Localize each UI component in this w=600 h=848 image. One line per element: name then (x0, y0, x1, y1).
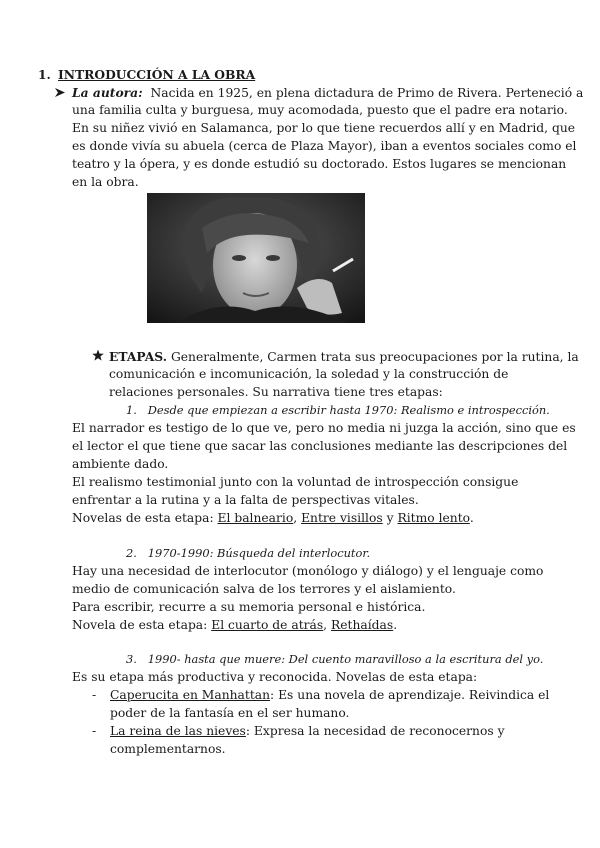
novel-link: Entre visillos (301, 511, 383, 525)
etapas-line-3: relaciones personales. Su narrativa tiene tres etapas: (109, 385, 443, 399)
etapa-1-line-2: el lector el que tiene que sacar las conclusiones mediante las descripciones del (72, 439, 568, 453)
dash-bullet: - (92, 724, 97, 738)
autora-line-1: La autora: Nacida en 1925, en plena dictadura de Primo de Rivera. Perteneció a (72, 85, 584, 100)
section-title: INTRODUCCIÓN A LA OBRA (58, 67, 256, 82)
etapas-label: ETAPAS. (109, 349, 168, 364)
etapa-1-line-3: ambiente dado. (72, 457, 169, 471)
etapa-1-line-4: El realismo testimonial junto con la voluntad de introspección consigue (72, 475, 519, 489)
list-item-cont: poder de la fantasía en el ser humano. (110, 706, 350, 720)
etapa-1-line-1: El narrador es testigo de lo que ve, pero no media ni juzga la acción, sino que es (72, 421, 576, 435)
novel-link: La reina de las nieves (110, 724, 246, 738)
dash-bullet: - (92, 688, 97, 702)
etapa-1-title: 1. Desde que empiezan a escribir hasta 1970: Realismo e introspección. (126, 403, 550, 417)
etapas-line-2: comunicación e incomunicación, la soledad y la construcción de (109, 367, 509, 381)
autora-line-5: teatro y la ópera, y es donde estudió su doctorado. Estos lugares se mencionan (72, 157, 567, 171)
etapa-1-line-5: enfrentar a la rutina y a la falta de perspectivas vitales. (72, 493, 419, 507)
etapa-2-line-3: Para escribir, recurre a su memoria personal e histórica. (72, 600, 426, 614)
list-item-cont: complementarnos. (110, 742, 226, 756)
list-item: La reina de las nieves: Expresa la necesidad de reconocernos y (110, 724, 505, 738)
section-number: 1. (38, 67, 51, 82)
etapa-1-novelas: Novelas de esta etapa: El balneario, Entre visillos y Ritmo lento. (72, 511, 474, 525)
novel-link: Rethaídas (331, 618, 394, 632)
list-item: Caperucita en Manhattan: Es una novela de aprendizaje. Reivindica el (110, 688, 550, 702)
etapa-2-line-1: Hay una necesidad de interlocutor (monólogo y diálogo) y el lenguaje como (72, 564, 544, 578)
autora-label: La autora: (72, 85, 143, 100)
arrow-bullet-icon (54, 86, 67, 105)
author-photo (147, 193, 365, 323)
etapa-2-line-2: medio de comunicación salva de los terrores y el aislamiento. (72, 582, 456, 596)
etapas-line-1: ETAPAS. Generalmente, Carmen trata sus preocupaciones por la rutina, la (109, 349, 579, 364)
autora-line-6: en la obra. (72, 175, 139, 189)
novel-link: Ritmo lento (397, 511, 470, 525)
novel-link: El balneario (217, 511, 294, 525)
autora-line-2: una familia culta y burguesa, muy acomodada, puesto que el padre era notario. (72, 103, 568, 117)
etapa-2-novelas: Novela de esta etapa: El cuarto de atrás, Rethaídas. (72, 618, 398, 632)
etapa-3-line-1: Es su etapa más productiva y reconocida. Novelas de esta etapa: (72, 670, 478, 684)
autora-line-4: es donde vivía su abuela (cerca de Plaza Mayor), iban a eventos sociales como el (72, 139, 577, 153)
novel-link: El cuarto de atrás (211, 618, 324, 632)
novel-link: Caperucita en Manhattan (110, 688, 271, 702)
autora-line-3: En su niñez vivió en Salamanca, por lo que tiene recuerdos allí y en Madrid, que (72, 121, 576, 135)
etapa-2-title: 2. 1970-1990: Búsqueda del interlocutor. (126, 546, 371, 560)
section-heading (38, 66, 255, 84)
star-bullet-icon (92, 349, 104, 368)
etapa-3-title: 3. 1990- hasta que muere: Del cuento maravilloso a la escritura del yo. (126, 652, 544, 666)
